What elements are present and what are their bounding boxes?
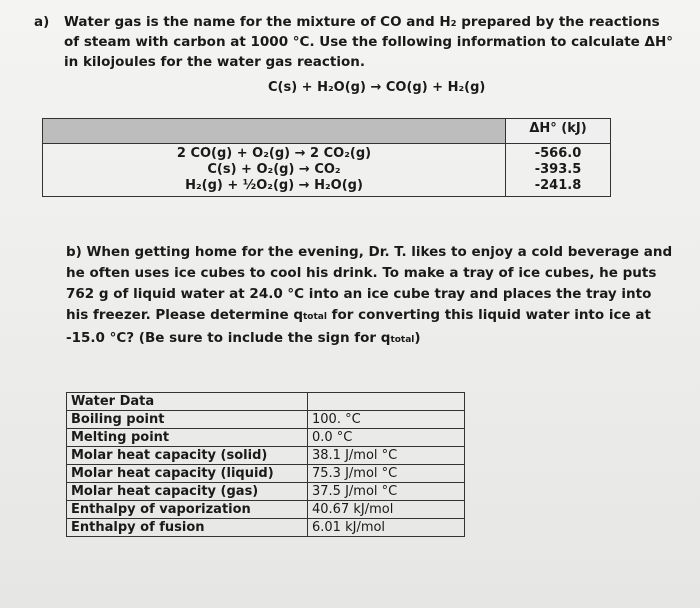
water-data-row: [67, 519, 465, 537]
enthalpy-table-header-blank: [43, 119, 506, 144]
water-data-value: 100. °C: [308, 411, 465, 429]
water-data-header-blank: [308, 393, 465, 411]
question-b: [66, 242, 676, 351]
question-b-text-2: for converting this liquid water into ice at -15.0 °C? (Be sure to include the sign for q: [66, 307, 651, 346]
enthalpy-reaction-1: 2 CO(g) + O₂(g) → 2 CO₂(g): [176, 146, 372, 161]
enthalpy-reactions-cell: [43, 144, 506, 197]
water-data-name: Enthalpy of vaporization: [67, 501, 308, 519]
water-data-row: [67, 483, 465, 501]
water-data-value: 6.01 kJ/mol: [308, 519, 465, 537]
enthalpy-reaction-3: H₂(g) + ½O₂(g) → H₂O(g): [185, 178, 363, 193]
water-data-row: [67, 465, 465, 483]
water-data-row: [67, 411, 465, 429]
enthalpy-reaction-2: C(s) + O₂(g) → CO₂: [207, 162, 341, 177]
enthalpy-value-2: -393.5: [534, 162, 582, 177]
question-b-text-3: ): [414, 330, 421, 346]
water-data-name: Boiling point: [67, 411, 308, 429]
q-total-subscript-2: total: [390, 335, 415, 345]
enthalpy-table: [42, 118, 611, 197]
enthalpy-table-header: ΔH° (kJ): [506, 119, 611, 144]
water-data-header-row: [67, 393, 465, 411]
water-data-row: [67, 501, 465, 519]
enthalpy-value-1: -566.0: [534, 146, 582, 161]
question-a: [34, 12, 674, 72]
water-data-row: [67, 447, 465, 465]
water-data-title: Water Data: [67, 393, 308, 411]
question-a-label: a): [34, 14, 50, 30]
water-data-value: 38.1 J/mol °C: [308, 447, 465, 465]
water-data-value: 75.3 J/mol °C: [308, 465, 465, 483]
water-data-name: Enthalpy of fusion: [67, 519, 308, 537]
question-a-text: Water gas is the name for the mixture of CO and H₂ prepared by the reactions of steam with carbon at 1000 °C. Use the following information to calculate ΔH° in kilojoules for the water gas reaction.: [64, 14, 674, 70]
water-data-value: 40.67 kJ/mol: [308, 501, 465, 519]
enthalpy-values-cell: [506, 144, 611, 197]
water-gas-reaction: C(s) + H₂O(g) → CO(g) + H₂(g): [268, 80, 486, 95]
enthalpy-table-body: [43, 144, 611, 197]
water-data-name: Molar heat capacity (gas): [67, 483, 308, 501]
enthalpy-value-3: -241.8: [534, 178, 582, 193]
water-data-name: Melting point: [67, 429, 308, 447]
water-data-value: 0.0 °C: [308, 429, 465, 447]
water-data-row: [67, 429, 465, 447]
enthalpy-table-header-row: [43, 119, 611, 144]
question-b-text-1: b) When getting home for the evening, Dr. T. likes to enjoy a cold beverage and he often uses ice cubes to cool his drink. To make a tray of ice cubes, he puts 762 g of liquid water at 24.0 °C into an ice cube tray and places the tray into his freezer. Please determine q: [66, 244, 673, 323]
water-data-name: Molar heat capacity (solid): [67, 447, 308, 465]
water-data-value: 37.5 J/mol °C: [308, 483, 465, 501]
water-data-name: Molar heat capacity (liquid): [67, 465, 308, 483]
q-total-subscript-1: total: [302, 312, 327, 322]
water-data-table: [66, 392, 465, 537]
